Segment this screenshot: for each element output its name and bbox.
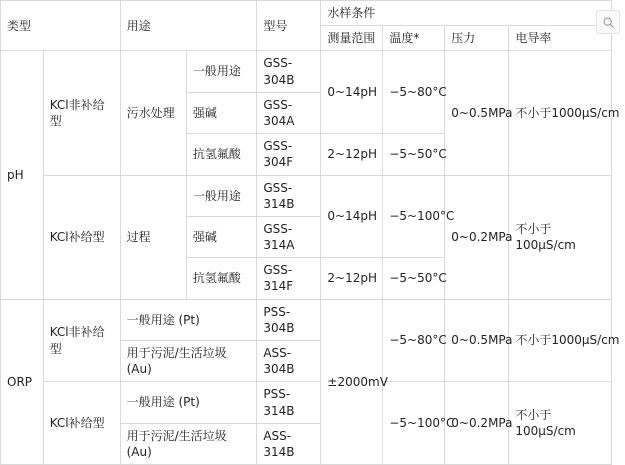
model-value: ASS-304B [257, 341, 321, 382]
pressure-value: 0~0.5MPa [445, 299, 509, 382]
search-button[interactable] [596, 10, 620, 34]
usage-detail: 一般用途 [186, 175, 257, 216]
model-value: PSS-314B [257, 382, 321, 423]
range-value: 2~12pH [321, 258, 383, 299]
group-label-orp: ORP [1, 299, 44, 465]
group-label-ph: pH [1, 51, 44, 299]
header-pressure: 压力 [445, 26, 509, 51]
usage-detail: 用于污泥/生活垃圾(Au) [120, 341, 257, 382]
temp-value: −5~50°C [383, 258, 445, 299]
usage-detail: 抗氢氟酸 [186, 258, 257, 299]
header-usage: 用途 [120, 1, 257, 51]
usage-detail: 一般用途 [186, 51, 257, 92]
usage-detail: 强碱 [186, 216, 257, 257]
conductivity-value: 不小于100µS/cm [509, 175, 612, 299]
table-row [1, 175, 612, 216]
subgroup-label-orp-nonrefill: KCl非补给型 [43, 299, 120, 382]
temp-value: −5~50°C [383, 134, 445, 175]
model-value: PSS-304B [257, 299, 321, 340]
pressure-value: 0~0.2MPa [445, 382, 509, 465]
header-type: 类型 [1, 1, 121, 51]
usage-detail: 用于污泥/生活垃圾(Au) [120, 423, 257, 464]
model-value: GSS-304A [257, 92, 321, 133]
search-icon [602, 16, 615, 29]
range-value: 0~14pH [321, 175, 383, 258]
usage-detail: 一般用途 (Pt) [120, 382, 257, 423]
subgroup-label-orp-refill: KCl补给型 [43, 382, 120, 465]
header-range: 测量范围 [321, 26, 383, 51]
usage-detail: 一般用途 (Pt) [120, 299, 257, 340]
header-temperature: 温度* [383, 26, 445, 51]
model-value: GSS-314A [257, 216, 321, 257]
header-water-conditions: 水样条件 [321, 1, 612, 26]
pressure-value: 0~0.2MPa [445, 175, 509, 299]
table-row [1, 51, 612, 92]
range-value: ±2000mV [321, 299, 383, 465]
model-value: ASS-314B [257, 423, 321, 464]
conductivity-value: 不小于100µS/cm [509, 382, 612, 465]
usage-main-ph-refill: 过程 [120, 175, 186, 299]
usage-detail: 强碱 [186, 92, 257, 133]
temp-value: −5~80°C [383, 299, 445, 382]
table-header [1, 1, 612, 51]
model-value: GSS-314F [257, 258, 321, 299]
temp-value: −5~80°C [383, 51, 445, 134]
range-value: 2~12pH [321, 134, 383, 175]
pressure-value: 0~0.5MPa [445, 51, 509, 175]
temp-value: −5~100°C [383, 382, 445, 465]
subgroup-label-ph-nonrefill: KCl非补给型 [43, 51, 120, 175]
model-value: GSS-304F [257, 134, 321, 175]
conductivity-value: 不小于1000µS/cm [509, 299, 612, 382]
usage-detail: 抗氢氟酸 [186, 134, 257, 175]
model-value: GSS-314B [257, 175, 321, 216]
model-value: GSS-304B [257, 51, 321, 92]
conductivity-value: 不小于1000µS/cm [509, 51, 612, 175]
table-row [1, 299, 612, 340]
subgroup-label-ph-refill: KCl补给型 [43, 175, 120, 299]
header-conductivity: 电导率 [509, 26, 612, 51]
table-body [1, 51, 620, 465]
table-row [1, 382, 612, 423]
range-value: 0~14pH [321, 51, 383, 134]
temp-value: −5~100°C [383, 175, 445, 258]
usage-main-ph-nonrefill: 污水处理 [120, 51, 186, 175]
header-model: 型号 [257, 1, 321, 51]
header-row-1 [1, 1, 612, 26]
